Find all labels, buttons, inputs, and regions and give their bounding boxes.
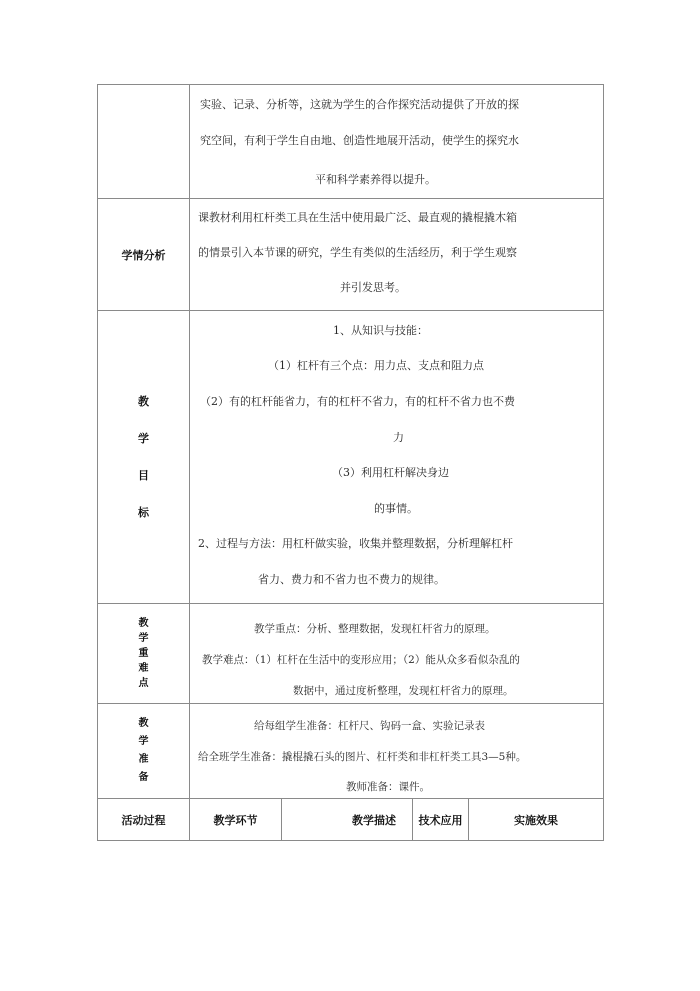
row-content — [190, 85, 603, 198]
label-char: 标 — [138, 506, 149, 519]
label-char: 备 — [138, 772, 149, 783]
text-line: 并引发思考。 — [340, 281, 406, 294]
text-line: 课教材利用杠杆类工具在生活中使用最广泛、最直观的撬棍撬木箱 — [198, 211, 517, 224]
table-row — [98, 604, 603, 704]
text-line: 给每组学生准备：杠杆尺、钩码一盒、实验记录表 — [254, 720, 485, 732]
text-line: 教师准备：课件。 — [346, 781, 430, 793]
text-line: 的事情。 — [374, 502, 418, 515]
label-char: 学 — [138, 432, 149, 445]
label-char: 教 — [138, 718, 149, 729]
row-content — [190, 704, 603, 798]
row-content — [190, 604, 603, 703]
text-line: 教学难点：（1）杠杆在生活中的变形应用；（2）能从众多看似杂乱的 — [202, 654, 520, 666]
text-line: 力 — [393, 431, 404, 444]
header-teaching-stage: 教学环节 — [190, 799, 282, 840]
text-line: 的情景引入本节课的研究，学生有类似的生活经历，利于学生观察 — [198, 246, 517, 259]
text-line: 1、从知识与技能： — [333, 324, 428, 337]
text-line: 平和科学素养得以提升。 — [315, 173, 436, 186]
table-row — [98, 85, 603, 199]
text-line: 2、过程与方法：用杠杆做实验，收集并整理数据，分析理解杠杆 — [198, 537, 513, 550]
text-line: （3）利用杠杆解决身边 — [332, 466, 449, 479]
label-char: 教 — [138, 395, 149, 408]
table-row — [98, 199, 603, 311]
row-content — [190, 311, 603, 603]
row-label-prep — [98, 704, 190, 798]
header-teaching-description: 教学描述 — [282, 799, 413, 840]
row-label-keypoints — [98, 604, 190, 703]
text-line: 给全班学生准备：撬棍撬石头的图片、杠杆类和非杠杆类工具3—5种。 — [198, 751, 527, 763]
text-line: 究空间，有利于学生自由地、创造性地展开活动，使学生的探究水 — [200, 134, 519, 147]
header-implementation-effect: 实施效果 — [514, 813, 558, 827]
text-line: 省力、费力和不省力也不费力的规律。 — [258, 573, 445, 586]
label-char: 点 — [138, 677, 149, 689]
table-row — [98, 704, 603, 799]
text-line: 实验、记录、分析等，这就为学生的合作探究活动提供了开放的探 — [200, 98, 519, 111]
lesson-plan-table — [97, 84, 604, 841]
text-line: 数据中，通过度析整理，发现杠杆省力的原理。 — [293, 685, 514, 697]
label-char: 目 — [138, 469, 149, 482]
row-label-analysis: 学情分析 — [98, 199, 190, 310]
header-technology-use: 技术应用 — [413, 799, 469, 840]
table-header-row — [98, 799, 603, 840]
header-activity-process: 活动过程 — [98, 799, 190, 840]
label-char: 重 — [138, 647, 149, 659]
label-char: 准 — [138, 754, 149, 765]
label-char: 难 — [138, 662, 149, 674]
text-line: （2）有的杠杆能省力，有的杠杆不省力，有的杠杆不省力也不费 — [200, 395, 515, 408]
row-content — [190, 199, 603, 310]
text-line: 教学重点：分析、整理数据，发现杠杆省力的原理。 — [254, 623, 496, 635]
label-char: 学 — [138, 736, 149, 747]
label-char: 教 — [138, 617, 149, 629]
label-char: 学 — [138, 632, 149, 644]
table-row — [98, 311, 603, 604]
row-label — [98, 85, 190, 198]
text-line: （1）杠杆有三个点：用力点、支点和阻力点 — [268, 359, 484, 372]
row-label-goals — [98, 311, 190, 603]
